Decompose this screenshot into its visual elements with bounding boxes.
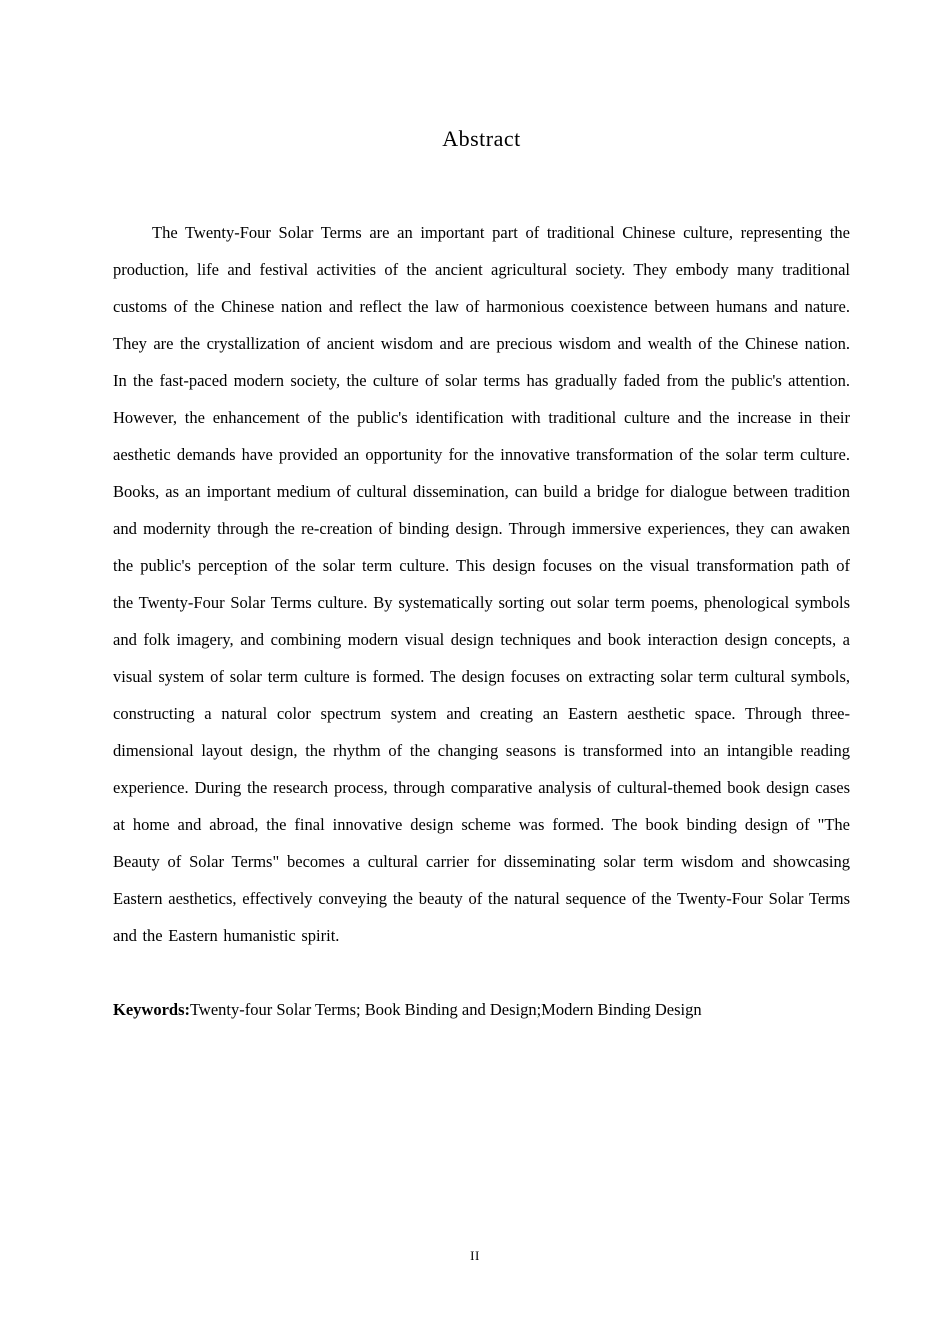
keywords-text: Twenty-four Solar Terms; Book Binding and Design;Modern Binding Design [190, 1000, 702, 1019]
abstract-body-text: The Twenty-Four Solar Terms are an important part of traditional Chinese culture, representing the production, life and festival activities of the ancient agricultural society. They embody many traditional customs of the Chinese nation and reflect the law of harmonious coexistence between humans and nature. They are the crystallization of ancient wisdom and are precious wisdom and wealth of the Chinese nation. In the fast-paced modern society, the culture of solar terms has gradually faded from the public's attention. However, the enhancement of the public's identification with traditional culture and the increase in their aesthetic demands have provided an opportunity for the innovative transformation of the solar term culture. Books, as an important medium of cultural dissemination, can build a bridge for dialogue between tradition and modernity through the re-creation of binding design. Through immersive experiences, they can awaken the public's perception of the solar term culture. This design focuses on the visual transformation path of the Twenty-Four Solar Terms culture. By systematically sorting out solar term poems, phenological symbols and folk imagery, and combining modern visual design techniques and book interaction design concepts, a visual system of solar term culture is formed. The design focuses on extracting solar term cultural symbols, constructing a natural color spectrum system and creating an Eastern aesthetic space. Through three-dimensional layout design, the rhythm of the changing seasons is transformed into an intangible reading experience. During the research process, through comparative analysis of cultural-themed book design cases at home and abroad, the final innovative design scheme was formed. The book binding design of "The Beauty of Solar Terms" becomes a cultural carrier for disseminating solar term wisdom and showcasing Eastern aesthetics, effectively conveying the beauty of the natural sequence of the Twenty-Four Solar Terms and the Eastern humanistic spirit. [113, 223, 850, 945]
keywords-line [113, 991, 850, 1028]
page-content [113, 0, 850, 1028]
keywords-label: Keywords: [113, 1000, 190, 1019]
page-number: II [470, 1248, 480, 1263]
abstract-title: Abstract [442, 126, 521, 151]
